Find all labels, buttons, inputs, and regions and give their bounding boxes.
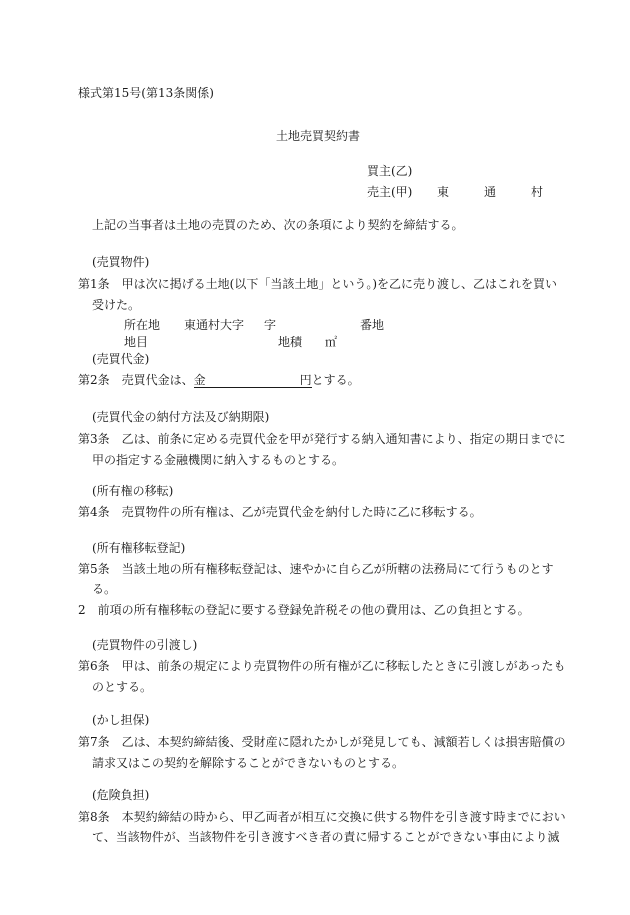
document-title: 土地売買契約書 <box>276 129 361 143</box>
intro-text: 上記の当事者は土地の売買のため、次の条項により契約を締結する。 <box>92 218 464 232</box>
article-4-line-1: 第4条 売買物件の所有権は、乙が売買代金を納付した時に乙に移転する。 <box>78 505 482 519</box>
article-2-heading: (売買代金) <box>92 352 150 366</box>
chimoku-label: 地目 <box>124 335 149 349</box>
article-8-line-2: て、当該物件が、当該物件を引き渡すべき者の責に帰することができない事由により滅 <box>92 830 560 844</box>
seller-name-char-2: 通 <box>484 185 497 199</box>
article-7-heading: (かし担保) <box>92 713 150 727</box>
article-7-line-2: 請求又はこの契約を解除することができないものとする。 <box>92 756 405 770</box>
article-3-line-2: 甲の指定する金融機関に納入するものとする。 <box>92 453 345 467</box>
article-8-line-1: 第8条 本契約締結の時から、甲乙両者が相互に交換に供する物件を引き渡す時までにおい <box>78 810 566 824</box>
article-6-line-2: のとする。 <box>92 680 153 694</box>
price-kin: 金 <box>193 373 206 387</box>
aza-label: 字 <box>264 318 277 332</box>
article-3-heading: (売買代金の納付方法及び納期限) <box>92 410 270 424</box>
article-1-line-2: 受けた。 <box>92 298 141 312</box>
article-5-heading: (所有権移転登記) <box>92 541 186 555</box>
article-5-line-2: る。 <box>92 582 117 596</box>
location-label: 所在地 <box>124 318 161 332</box>
area-unit: ㎡ <box>325 335 338 349</box>
article-7-line-1: 第7条 乙は、本契約締結後、受財産に隠れたかしが発見しても、減額若しくは損害賠償の <box>78 735 566 749</box>
seller-name-char-3: 村 <box>531 185 544 199</box>
article-2-prefix: 第2条 売買代金は、 <box>78 373 194 387</box>
article-2-line <box>78 371 558 388</box>
article-3-line-1: 第3条 乙は、前条に定める売買代金を甲が発行する納入通知書により、指定の期日までに <box>78 432 566 446</box>
price-blank <box>194 374 312 388</box>
village-name: 東通村大字 <box>184 318 245 332</box>
form-number: 様式第15号(第13条関係) <box>78 86 214 100</box>
article-1-heading: (売買物件) <box>92 255 150 269</box>
article-2-suffix: とする。 <box>311 373 360 387</box>
article-5-line-3: 2 前項の所有権移転の登記に要する登録免許税その他の費用は、乙の負担とする。 <box>78 603 530 617</box>
buyer-label: 買主(乙) <box>367 164 413 178</box>
seller-label: 売主(甲) <box>367 185 413 199</box>
banchi-label: 番地 <box>360 318 385 332</box>
article-6-line-1: 第6条 甲は、前条の規定により売買物件の所有権が乙に移転したときに引渡しがあったも <box>78 659 566 673</box>
article-4-heading: (所有権の移転) <box>92 484 174 498</box>
article-1-line-1: 第1条 甲は次に掲げる土地(以下「当該土地」という。)を乙に売り渡し、乙はこれを買い <box>78 277 558 291</box>
article-6-heading: (売買物件の引渡し) <box>92 638 198 652</box>
article-8-heading: (危険負担) <box>92 788 150 802</box>
price-yen: 円 <box>299 373 312 387</box>
area-label: 地積 <box>278 335 303 349</box>
article-5-line-1: 第5条 当該土地の所有権移転登記は、速やかに自ら乙が所轄の法務局にて行うものとす <box>78 562 554 576</box>
seller-name-char-1: 東 <box>437 185 450 199</box>
